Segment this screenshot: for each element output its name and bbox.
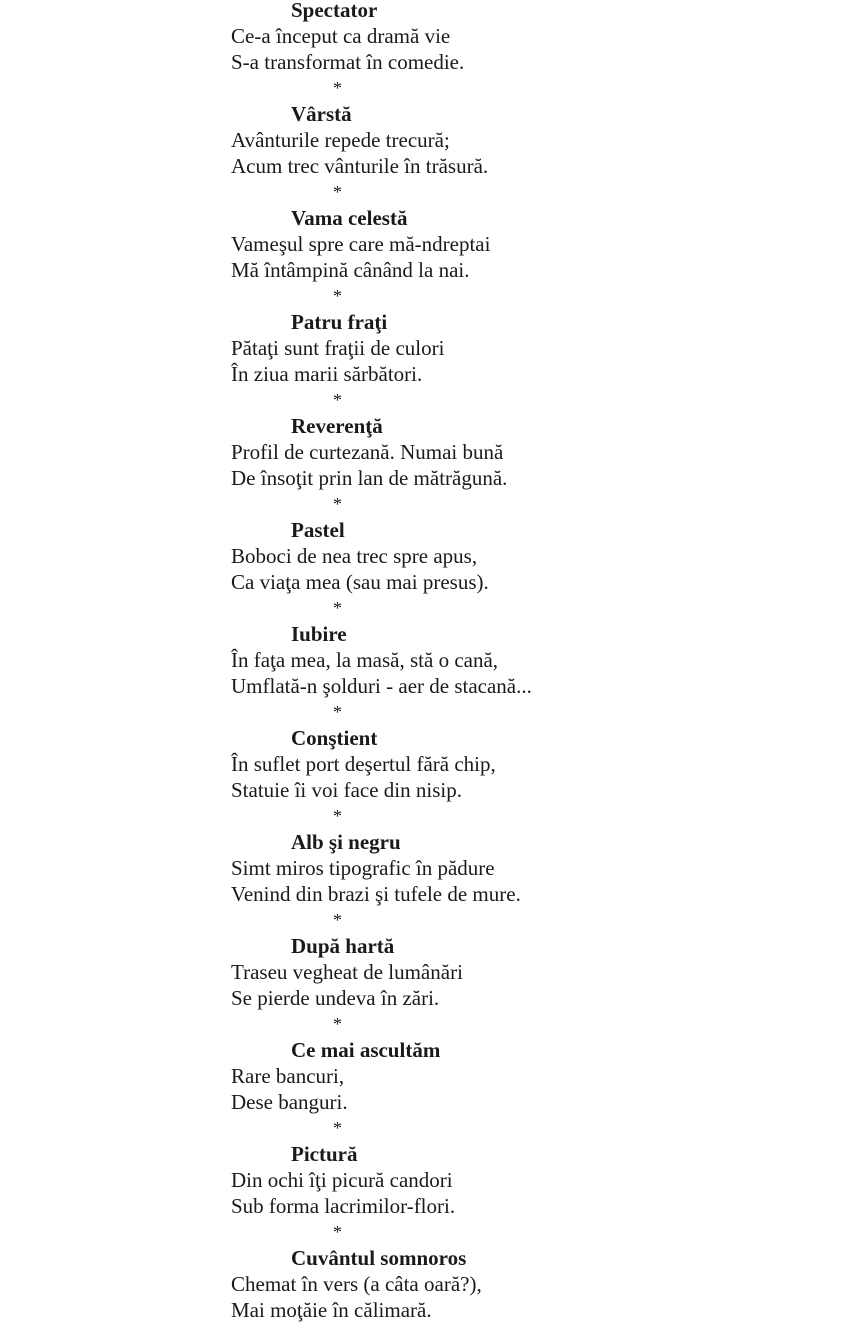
poem-line: Avânturile repede trecură;: [231, 128, 450, 152]
poem-line: Dese banguri.: [231, 1090, 348, 1114]
poem-block: [231, 1141, 791, 1245]
poem-block: [231, 309, 791, 413]
poem-title: Pictură: [291, 1142, 358, 1166]
poem-line: Din ochi îţi picură candori: [231, 1168, 453, 1192]
poem-block: [231, 1037, 791, 1141]
poem-line: În suflet port deşertul fără chip,: [231, 752, 496, 776]
asterisk-separator: *: [333, 1118, 342, 1138]
poem-title: Cuvântul somnoros: [291, 1246, 467, 1270]
poem-line: De însoţit prin lan de mătrăgună.: [231, 466, 508, 490]
poem-title: Conştient: [291, 726, 378, 750]
poem-title: Iubire: [291, 622, 347, 646]
poem-line: Boboci de nea trec spre apus,: [231, 544, 478, 568]
asterisk-separator: *: [333, 182, 342, 202]
poem-line: Ce-a început ca dramă vie: [231, 24, 451, 48]
asterisk-separator: *: [333, 1222, 342, 1242]
poem-line: S-a transformat în comedie.: [231, 50, 465, 74]
asterisk-separator: *: [333, 390, 342, 410]
poem-line: În faţa mea, la masă, stă o cană,: [231, 648, 499, 672]
poem-block: [231, 725, 791, 829]
poem-line: Pătaţi sunt fraţii de culori: [231, 336, 445, 360]
poem-line: Venind din brazi şi tufele de mure.: [231, 882, 521, 906]
poem-title: Pastel: [291, 518, 345, 542]
poem-title: După hartă: [291, 934, 395, 958]
asterisk-separator: *: [333, 806, 342, 826]
poem-block: [231, 413, 791, 517]
poem-block: [231, 205, 791, 309]
asterisk-separator: *: [333, 494, 342, 514]
asterisk-separator: *: [333, 702, 342, 722]
poem-line: Mă întâmpină cânând la nai.: [231, 258, 470, 282]
poem-line: Vameşul spre care mă-ndreptai: [231, 232, 491, 256]
poem-line: Statuie îi voi face din nisip.: [231, 778, 462, 802]
poem-block: [231, 1245, 791, 1323]
poem-block: [231, 621, 791, 725]
poem-title: Alb şi negru: [291, 830, 401, 854]
poem-line: Sub forma lacrimilor-flori.: [231, 1194, 456, 1218]
asterisk-separator: *: [333, 910, 342, 930]
poem-block: [231, 517, 791, 621]
asterisk-separator: *: [333, 286, 342, 306]
poem-line: În ziua marii sărbători.: [231, 362, 423, 386]
poem-block: [231, 829, 791, 933]
poem-block: [231, 933, 791, 1037]
poem-block: [231, 0, 791, 101]
poem-title: Patru fraţi: [291, 310, 388, 334]
poem-block: [231, 101, 791, 205]
poem-title: Ce mai ascultăm: [291, 1038, 441, 1062]
asterisk-separator: *: [333, 598, 342, 618]
poem-title: Vârstă: [291, 102, 352, 126]
poem-line: Profil de curtezană. Numai bună: [231, 440, 504, 464]
poem-line: Chemat în vers (a câta oară?),: [231, 1272, 482, 1296]
asterisk-separator: *: [333, 1014, 342, 1034]
poem-line: Acum trec vânturile în trăsură.: [231, 154, 489, 178]
poem-line: Traseu vegheat de lumânări: [231, 960, 463, 984]
poem-line: Ca viaţa mea (sau mai presus).: [231, 570, 489, 594]
poem-title: Spectator: [291, 0, 378, 22]
poem-line: Umflată-n şolduri - aer de stacană...: [231, 674, 532, 698]
poem-line: Rare bancuri,: [231, 1064, 345, 1088]
poem-title: Vama celestă: [291, 206, 408, 230]
poem-collection: [231, 0, 791, 1323]
poem-line: Simt miros tipografic în pădure: [231, 856, 495, 880]
asterisk-separator: *: [333, 78, 342, 98]
poem-line: Mai moţăie în călimară.: [231, 1298, 432, 1322]
poem-line: Se pierde undeva în zări.: [231, 986, 440, 1010]
poem-title: Reverenţă: [291, 414, 383, 438]
